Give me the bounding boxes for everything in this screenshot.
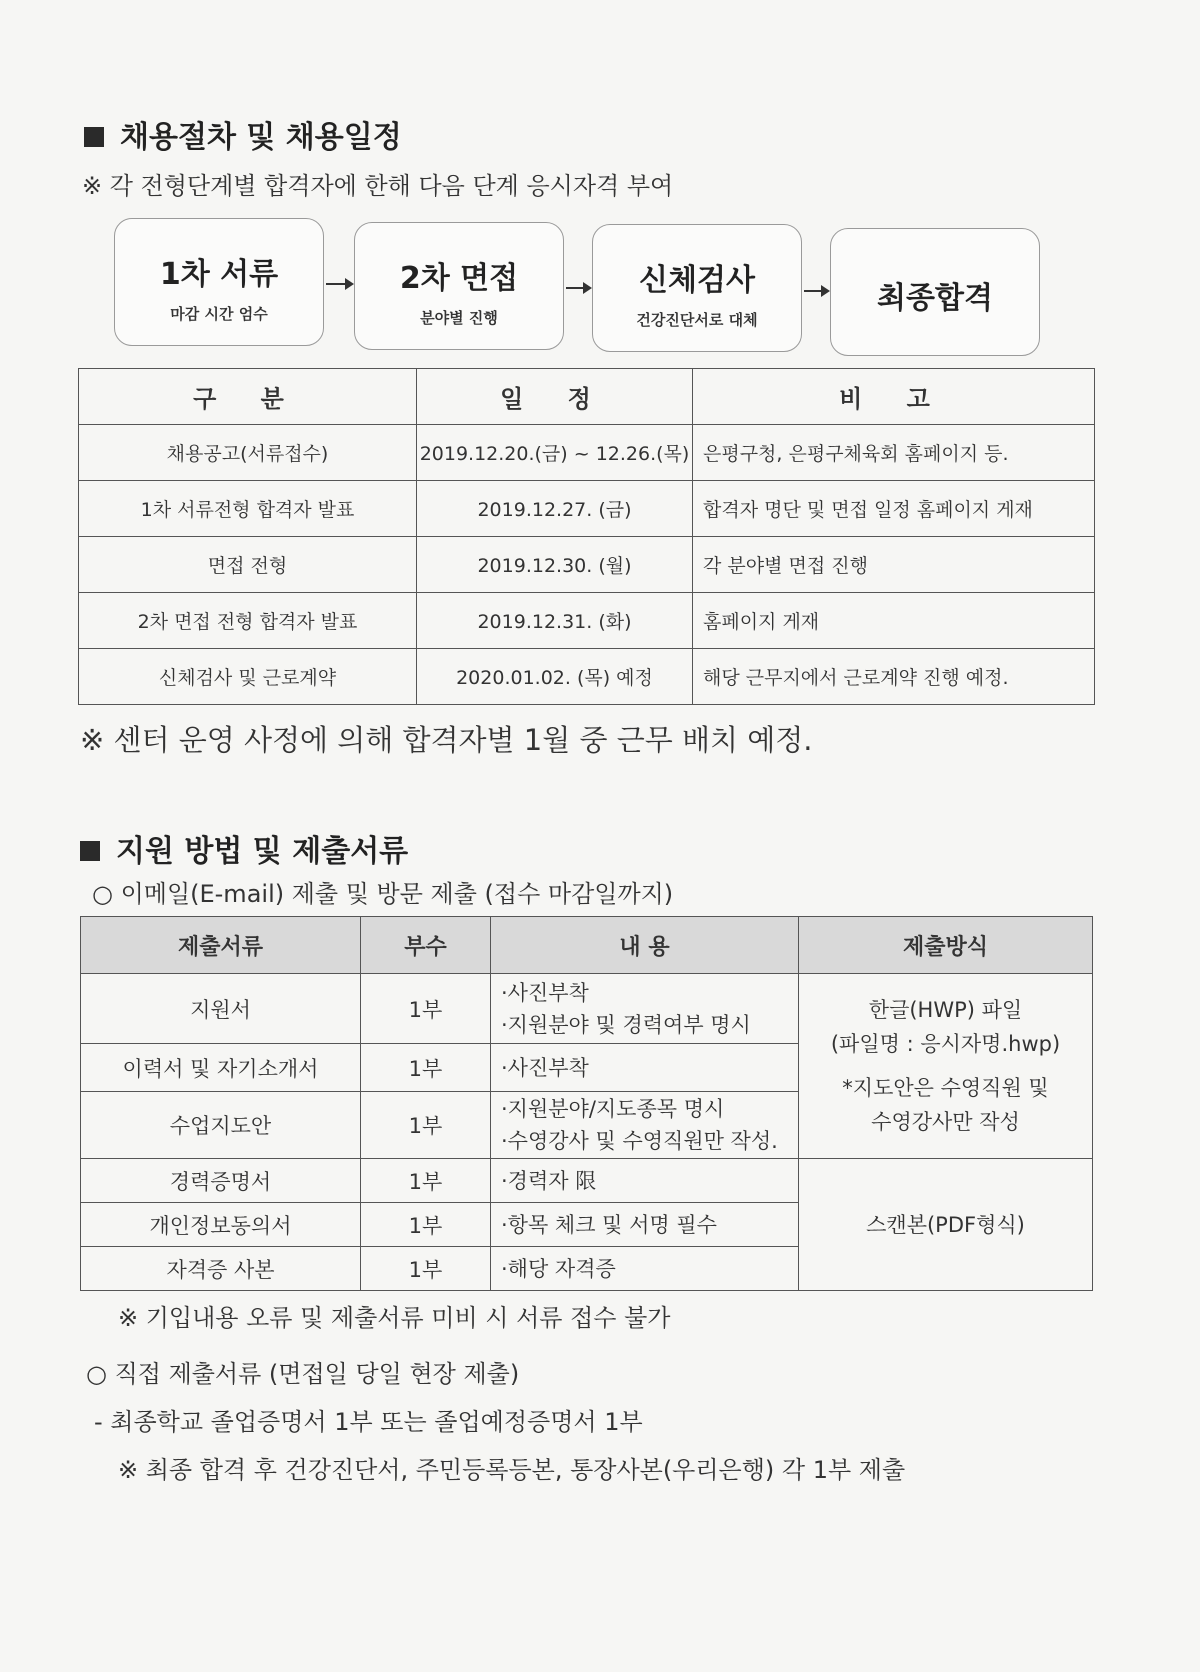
flow-step-sub: 마감 시간 엄수 xyxy=(170,305,268,323)
square-bullet-icon xyxy=(80,841,100,861)
table-row xyxy=(79,593,1095,649)
count-cell: 1부 xyxy=(361,1159,491,1203)
table-cell: 2020.01.02. (목) 예정 xyxy=(417,649,693,705)
count-cell: 1부 xyxy=(361,1092,491,1159)
table-cell: 2019.12.20.(금) ~ 12.26.(목) xyxy=(417,425,693,481)
doc-name-cell: 수업지도안 xyxy=(81,1092,361,1159)
flow-step-title: 신체검사 xyxy=(639,263,755,298)
content-line: ·지원분야 및 경력여부 명시 xyxy=(501,1012,751,1037)
column-header: 구 분 xyxy=(79,369,417,425)
column-header: 부수 xyxy=(361,917,491,974)
table-row xyxy=(81,1159,1093,1203)
flow-step-title: 1차 서류 xyxy=(159,257,279,292)
content-line: ·수영강사 및 수영직원만 작성. xyxy=(501,1129,778,1153)
table-header-row xyxy=(81,917,1093,974)
content-cell xyxy=(491,974,799,1044)
content-cell xyxy=(491,1092,799,1159)
direct-submission-title: ○ 직접 제출서류 (면접일 당일 현장 제출) xyxy=(86,1360,520,1388)
column-header: 제출방식 xyxy=(799,917,1093,974)
method-line: 수영강사만 작성 xyxy=(871,1110,1020,1134)
table-cell: 1차 서류전형 합격자 발표 xyxy=(79,481,417,537)
content-line: ·사진부착 xyxy=(501,1055,589,1080)
table-row xyxy=(79,481,1095,537)
content-line: ·사진부착 xyxy=(501,980,589,1005)
table-cell: 2019.12.31. (화) xyxy=(417,593,693,649)
flow-step-final xyxy=(830,228,1040,356)
content-cell xyxy=(491,1203,799,1247)
table-header-row xyxy=(79,369,1095,425)
column-header: 일 정 xyxy=(417,369,693,425)
flow-step-sub: 분야별 진행 xyxy=(420,309,498,327)
section-title-recruitment-process xyxy=(84,112,402,156)
table-cell: 홈페이지 게재 xyxy=(693,593,1095,649)
table-row xyxy=(81,974,1093,1044)
doc-name-cell: 지원서 xyxy=(81,974,361,1044)
column-header: 제출서류 xyxy=(81,917,361,974)
content-cell xyxy=(491,1159,799,1203)
table-cell: 2차 면접 전형 합격자 발표 xyxy=(79,593,417,649)
section-title-text: 지원 방법 및 제출서류 xyxy=(116,834,409,869)
direct-submission-item: - 최종학교 졸업증명서 1부 또는 졸업예정증명서 1부 xyxy=(94,1408,643,1436)
doc-name-cell: 자격증 사본 xyxy=(81,1247,361,1291)
content-line: ·항목 체크 및 서명 필수 xyxy=(501,1212,717,1237)
content-cell xyxy=(491,1044,799,1092)
table-cell: 2019.12.27. (금) xyxy=(417,481,693,537)
content-line: ·지원분야/지도종목 명시 xyxy=(501,1097,725,1121)
doc-name-cell: 개인정보동의서 xyxy=(81,1203,361,1247)
schedule-table xyxy=(78,368,1095,705)
count-cell: 1부 xyxy=(361,1247,491,1291)
method-cell-pdf: 스캔본(PDF형식) xyxy=(799,1159,1093,1291)
method-line: *지도안은 수영직원 및 xyxy=(842,1076,1049,1100)
method-line: (파일명 : 응시자명.hwp) xyxy=(830,1032,1061,1056)
column-header: 비 고 xyxy=(693,369,1095,425)
method-cell-hwp xyxy=(799,974,1093,1159)
arrow-right-icon xyxy=(326,283,352,285)
column-header: 내 용 xyxy=(491,917,799,974)
flow-step-document xyxy=(114,218,324,346)
submission-method-line: ○ 이메일(E-mail) 제출 및 방문 제출 (접수 마감일까지) xyxy=(92,880,674,908)
table-cell: 신체검사 및 근로계약 xyxy=(79,649,417,705)
content-cell xyxy=(491,1247,799,1291)
table-cell: 2019.12.30. (월) xyxy=(417,537,693,593)
table-cell: 은평구청, 은평구체육회 홈페이지 등. xyxy=(693,425,1095,481)
flow-step-sub: 건강진단서로 대체 xyxy=(636,311,758,329)
section-title-text: 채용절차 및 채용일정 xyxy=(120,120,402,155)
flow-step-physical-exam xyxy=(592,224,802,352)
doc-name-cell: 이력서 및 자기소개서 xyxy=(81,1044,361,1092)
arrow-right-icon xyxy=(566,287,590,289)
content-line: ·경력자 限 xyxy=(501,1168,597,1193)
content-line: ·해당 자격증 xyxy=(501,1256,616,1281)
table-cell: 각 분야별 면접 진행 xyxy=(693,537,1095,593)
method-line: 한글(HWP) 파일 xyxy=(868,998,1023,1022)
count-cell: 1부 xyxy=(361,1203,491,1247)
direct-submission-note: ※ 최종 합격 후 건강진단서, 주민등록등본, 통장사본(우리은행) 각 1부 제출 xyxy=(118,1456,906,1484)
schedule-footnote: ※ 센터 운영 사정에 의해 합격자별 1월 중 근무 배치 예정. xyxy=(80,723,813,757)
eligibility-note: ※ 각 전형단계별 합격자에 한해 다음 단계 응시자격 부여 xyxy=(82,172,674,200)
table-row xyxy=(79,425,1095,481)
count-cell: 1부 xyxy=(361,1044,491,1092)
table-cell: 면접 전형 xyxy=(79,537,417,593)
table-cell: 해당 근무지에서 근로계약 진행 예정. xyxy=(693,649,1095,705)
table-row xyxy=(79,649,1095,705)
flow-step-title: 최종합격 xyxy=(877,281,993,316)
doc-name-cell: 경력증명서 xyxy=(81,1159,361,1203)
flow-step-interview xyxy=(354,222,564,350)
table-cell: 합격자 명단 및 면접 일정 홈페이지 게재 xyxy=(693,481,1095,537)
flow-step-title: 2차 면접 xyxy=(399,261,519,296)
square-bullet-icon xyxy=(84,127,104,147)
documents-table xyxy=(80,916,1093,1291)
arrow-right-icon xyxy=(804,290,828,292)
count-cell: 1부 xyxy=(361,974,491,1044)
table-cell: 채용공고(서류접수) xyxy=(79,425,417,481)
table-row xyxy=(79,537,1095,593)
section-title-application-method xyxy=(80,826,408,870)
documents-table-note: ※ 기입내용 오류 및 제출서류 미비 시 서류 접수 불가 xyxy=(118,1304,671,1332)
